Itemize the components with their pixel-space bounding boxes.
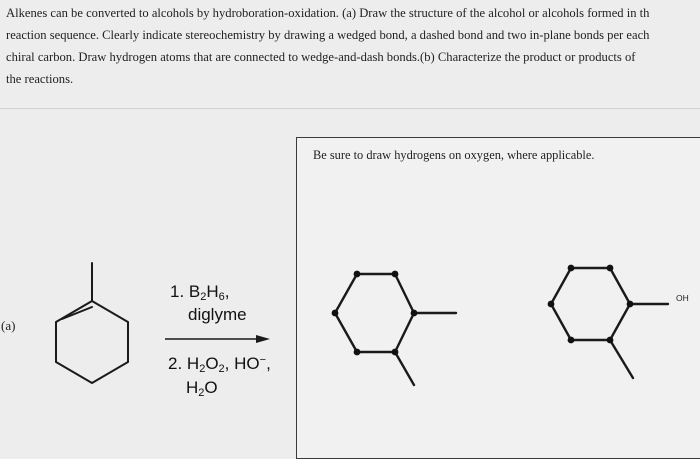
cyclohexane-ring [335, 274, 414, 352]
cyclohexane-ring [551, 268, 630, 340]
substituent-bond [395, 352, 414, 385]
part-a-label: (a) [1, 318, 16, 333]
drawing-instruction: Be sure to draw hydrogens on oxygen, where applicable. [313, 148, 595, 162]
cyclohexene-ring [56, 301, 128, 383]
atom-nodes[interactable] [548, 265, 634, 344]
oh-label: OH [676, 293, 689, 303]
reaction-arrow [165, 335, 270, 343]
question-line: Alkenes can be converted to alcohols by hydroboration-oxidation. (a) Draw the structure of the alcohol or alcohols formed in th [6, 6, 650, 20]
reagent-step-1: 1. $B_2H_6$, [170, 282, 230, 303]
reagent-step-2-water: $H_2O$ [186, 378, 218, 399]
product-template-1 [335, 274, 456, 385]
reagent-step-1-solvent: diglyme [188, 305, 247, 324]
atom-nodes[interactable] [332, 271, 418, 356]
reagent-step-2: 2. $H_2O_2$, HO−, [168, 354, 271, 375]
question-line: chiral carbon. Draw hydrogen atoms that are connected to wedge-and-dash bonds.(b) Characterize the product or products of [6, 50, 636, 64]
substituent-bond [610, 340, 633, 378]
question-line: the reactions. [6, 72, 74, 86]
question-line: reaction sequence. Clearly indicate stereochemistry by drawing a wedged bond, a dashed bond and two in-plane bonds per each [6, 28, 650, 42]
product-template-2 [551, 268, 668, 378]
starting-alkene-structure [56, 263, 128, 383]
